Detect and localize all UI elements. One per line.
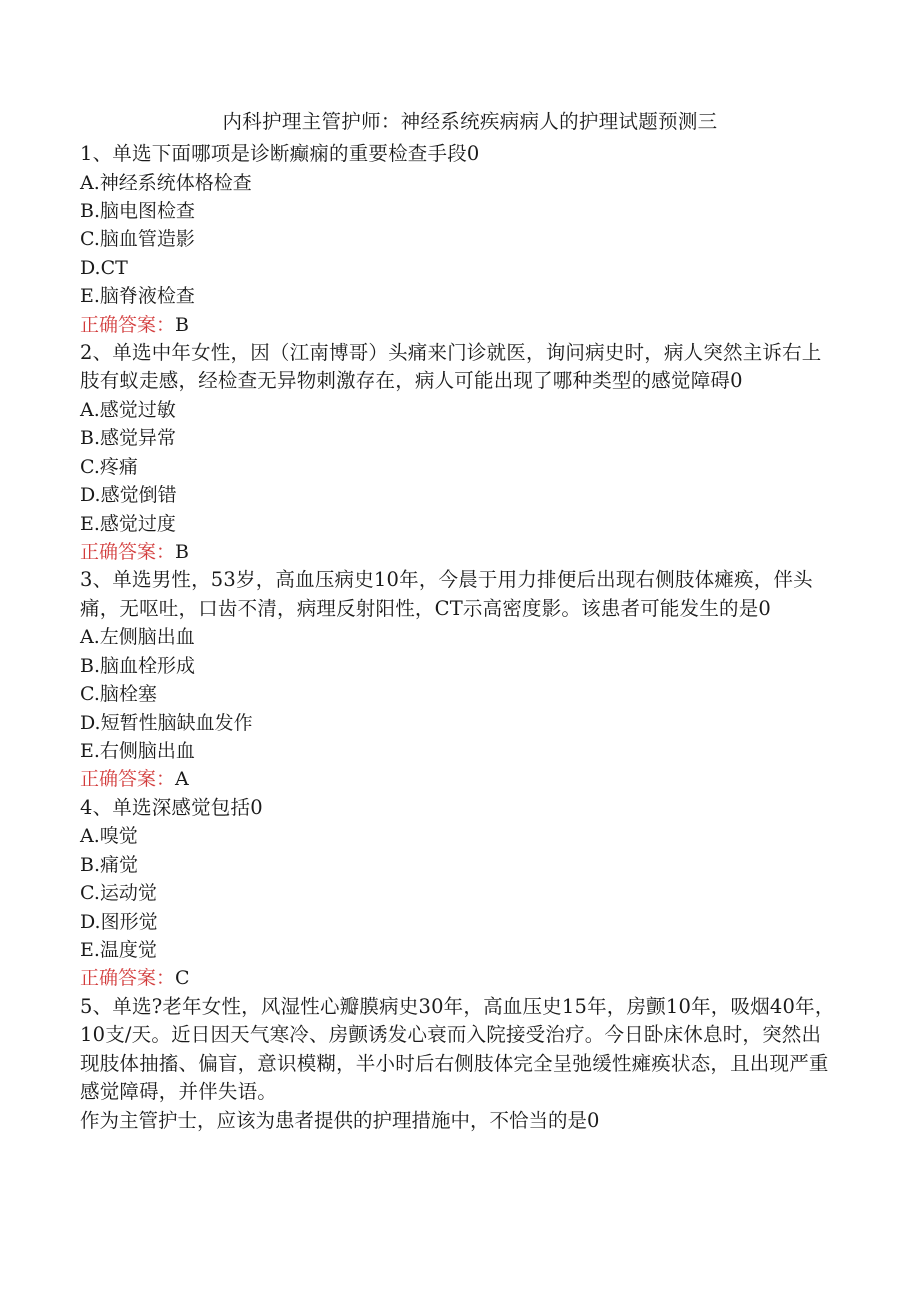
option-d: D.感觉倒错: [80, 484, 177, 507]
option-a: A.神经系统体格检查: [80, 171, 252, 194]
question-stem: 4、单选深感觉包括0: [80, 795, 263, 819]
option-b: B.脑电图检查: [80, 199, 196, 222]
option-a: A.左侧脑出血: [80, 626, 195, 649]
question-follow-up: 作为主管护士，应该为患者提供的护理措施中，不恰当的是0: [80, 1108, 600, 1132]
option-b: B.感觉异常: [80, 427, 177, 450]
document-title: 内科护理主管护师：神经系统疾病病人的护理试题预测三: [222, 110, 718, 133]
answer-label: 正确答案：: [80, 768, 176, 791]
answer-label: 正确答案：: [80, 313, 176, 336]
answer-value: A: [175, 768, 189, 791]
answer-label: 正确答案：: [80, 540, 176, 563]
question-1: [80, 140, 840, 339]
document-page: [80, 106, 840, 1135]
option-e: E.右侧脑出血: [80, 740, 195, 762]
option-c: C.脑血管造影: [80, 228, 195, 251]
correct-answer: [80, 311, 840, 339]
option-b: B.脑血栓形成: [80, 654, 196, 677]
option-a: A.嗅觉: [80, 825, 138, 848]
option-e: E.脑脊液检查: [80, 285, 195, 308]
question-stem: 2、单选中年女性，因（江南博哥）头痛来门诊就医，询问病史时，病人突然主诉右上肢有蚁走感，经检查无异物刺激存在，病人可能出现了哪种类型的感觉障碍0: [80, 340, 822, 393]
option-a: A.感觉过敏: [80, 398, 176, 421]
question-3: [80, 566, 840, 793]
option-e: E.温度觉: [80, 938, 157, 961]
option-d: D.短暂性脑缺血发作: [80, 711, 253, 734]
correct-answer: [80, 538, 840, 566]
question-5: [80, 993, 840, 1136]
option-b: B.痛觉: [80, 853, 139, 876]
question-stem: 1、单选下面哪项是诊断癫痫的重要检查手段0: [80, 142, 480, 165]
option-d: D.CT: [80, 256, 128, 279]
question-2: [80, 339, 840, 566]
correct-answer: [80, 765, 840, 793]
question-stem: 3、单选男性，53岁，高血压病史10年，今晨于用力排便后出现右侧肢体瘫痪，伴头痛，无呕吐，口齿不清，病理反射阳性，CT示高密度影。该患者可能发生的是0: [80, 568, 813, 620]
question-stem: 5、单选?老年女性，风湿性心瓣膜病史30年，高血压史15年，房颤10年，吸烟40年，10支/天。近日因天气寒冷、房颤诱发心衰而入院接受治疗。今日卧床休息时，突然出现肢体抽搐、偏盲，意识模糊，半小时后右侧肢体完全呈弛缓性瘫痪状态，且出现严重感觉障碍，并伴失语。: [80, 994, 835, 1104]
option-c: C.脑栓塞: [80, 683, 157, 706]
answer-value: B: [175, 313, 189, 336]
option-c: C.运动觉: [80, 882, 157, 905]
option-c: C.疼痛: [80, 455, 138, 478]
question-4: [80, 794, 840, 993]
option-d: D.图形觉: [80, 910, 158, 933]
answer-label: 正确答案：: [80, 967, 176, 990]
correct-answer: [80, 964, 840, 992]
option-e: E.感觉过度: [80, 512, 176, 535]
answer-value: B: [175, 540, 189, 563]
answer-value: C: [175, 967, 190, 990]
